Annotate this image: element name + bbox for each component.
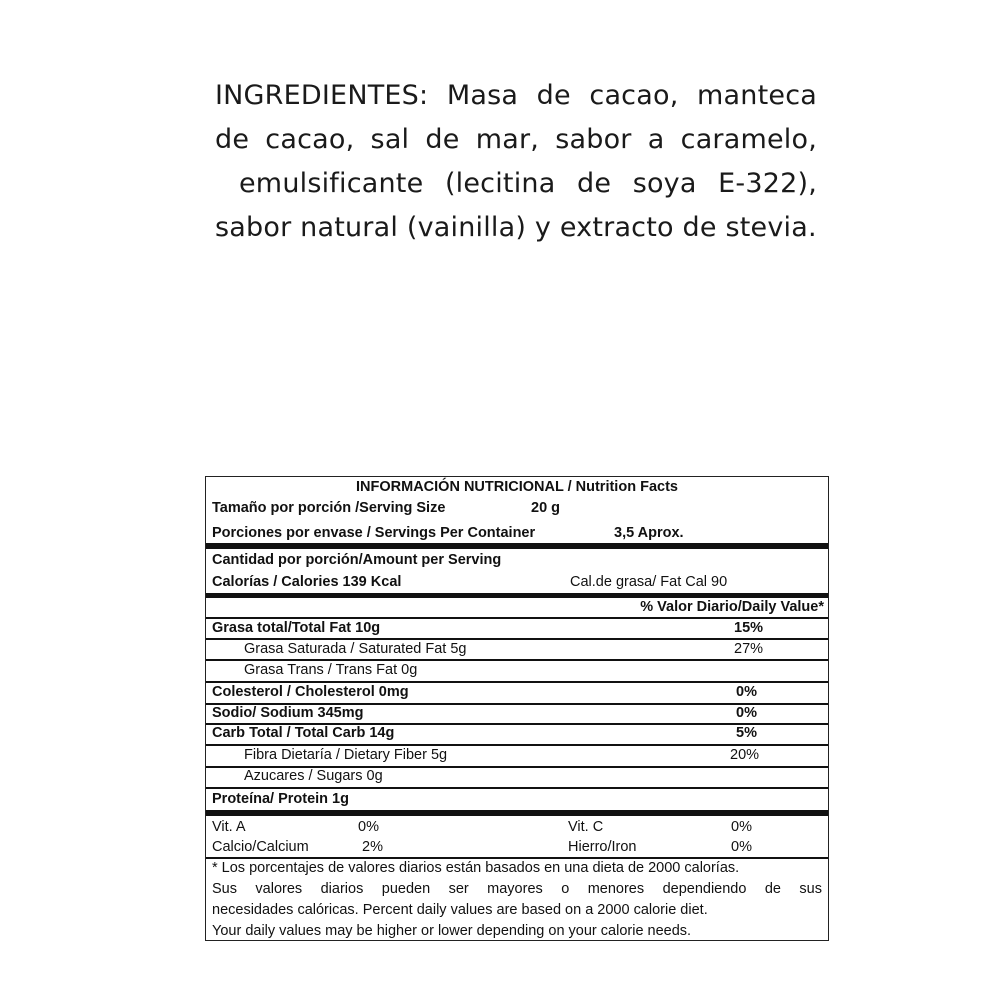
vitamin-c-value: 0% [731,819,752,835]
serving-size-label: Tamaño por porción /Serving Size [212,500,446,516]
ingredients-line: sabor natural (vainilla) y extracto de stevia. [215,212,817,243]
footnote-line: * Los porcentajes de valores diarios están basados en una dieta de 2000 calorías. [212,860,740,876]
amount-per-serving-label: Cantidad por porción/Amount per Serving [212,552,502,568]
servings-value: 3,5 Aprox. [614,525,684,541]
dietary-fiber-value: 20% [730,747,760,763]
nutrition-facts-panel [205,476,829,941]
divider [206,638,828,640]
dietary-fiber-label: Fibra Dietaría / Dietary Fiber 5g [244,747,448,763]
total-carb-value: 5% [736,725,757,741]
ingredients-line: de cacao, sal de mar, sabor a caramelo, [215,124,817,155]
saturated-fat-value: 27% [734,641,764,657]
sodium-value: 0% [736,705,757,721]
protein-label: Proteína/ Protein 1g [212,791,349,807]
ingredients-line: INGREDIENTES: Masa de cacao, manteca [215,80,817,111]
divider [206,681,828,683]
sodium-label: Sodio/ Sodium 345mg [212,705,364,721]
footnote-line: necesidades calóricas. Percent daily values are based on a 2000 calorie diet. [212,902,708,918]
trans-fat-label: Grasa Trans / Trans Fat 0g [244,662,418,678]
divider [206,659,828,661]
cholesterol-value: 0% [736,684,757,700]
thick-divider [206,543,828,549]
vitamin-a-value: 0% [358,819,379,835]
vitamin-c-label: Vit. C [568,819,604,835]
calcium-label: Calcio/Calcium [212,839,309,855]
vitamin-a-label: Vit. A [212,819,246,835]
total-carb-label: Carb Total / Total Carb 14g [212,725,395,741]
footnote-line: Sus valores diarios pueden ser mayores o menores dependiendo de sus [212,881,822,897]
daily-value-header: % Valor Diario/Daily Value* [640,599,824,615]
saturated-fat-label: Grasa Saturada / Saturated Fat 5g [244,641,467,657]
nutrition-title: INFORMACIÓN NUTRICIONAL / Nutrition Facts [356,479,678,495]
thick-divider [206,593,828,598]
divider [206,744,828,746]
calcium-value: 2% [362,839,383,855]
sugars-label: Azucares / Sugars 0g [244,768,383,784]
iron-label: Hierro/Iron [568,839,637,855]
ingredients-block [215,74,817,250]
calories-label: Calorías / Calories 139 Kcal [212,574,402,590]
total-fat-value: 15% [734,620,764,636]
servings-label: Porciones por envase / Servings Per Container [212,525,536,541]
footnote [212,858,822,942]
iron-value: 0% [731,839,752,855]
serving-size-value: 20 g [531,500,561,516]
fat-calories-label: Cal.de grasa/ Fat Cal 90 [570,574,728,590]
divider [206,617,828,619]
cholesterol-label: Colesterol / Cholesterol 0mg [212,684,409,700]
total-fat-label: Grasa total/Total Fat 10g [212,620,381,636]
divider [206,787,828,789]
footnote-line: Your daily values may be higher or lower depending on your calorie needs. [212,923,692,939]
thick-divider [206,810,828,816]
ingredients-line: emulsificante (lecitina de soya E-322), [239,168,817,199]
